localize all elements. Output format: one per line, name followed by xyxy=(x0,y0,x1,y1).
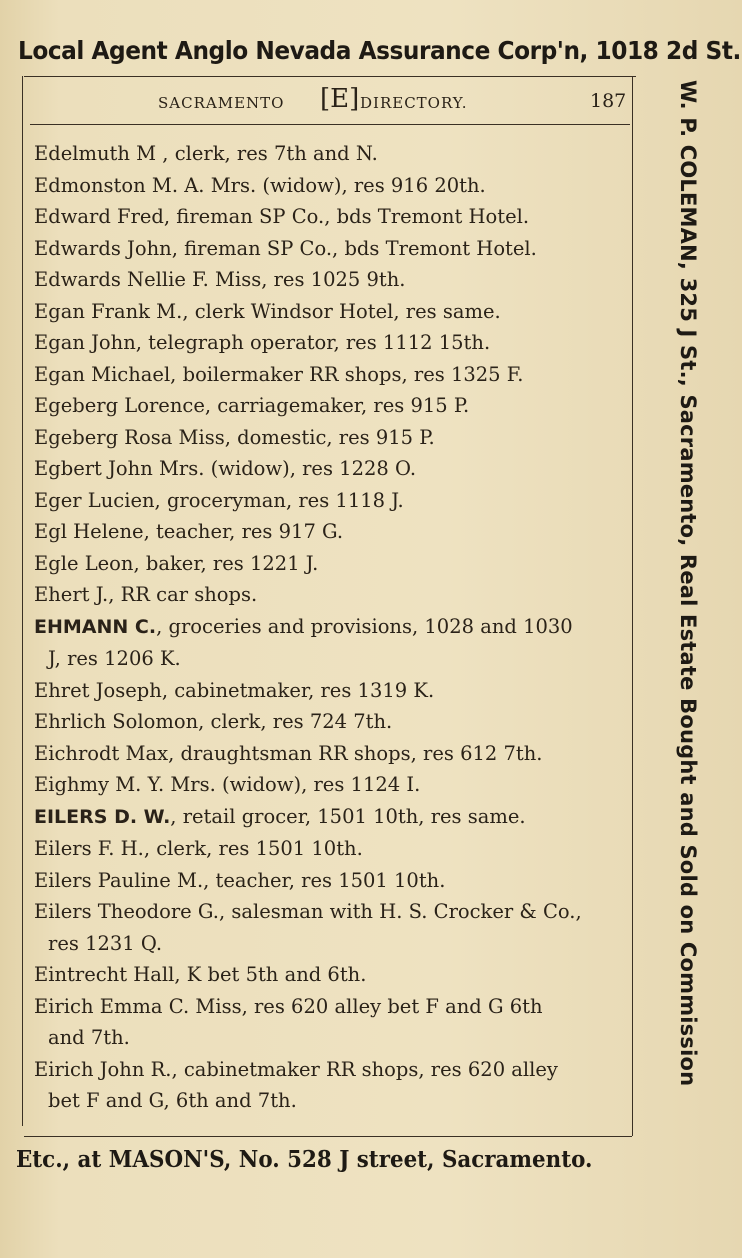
entry-line xyxy=(34,865,628,897)
directory-entry xyxy=(34,516,628,548)
running-head-letter: [E] xyxy=(320,84,360,114)
directory-entry xyxy=(34,769,628,801)
directory-entry xyxy=(34,390,628,422)
entry-continuation: res 1231 Q. xyxy=(48,931,163,955)
entry-line xyxy=(34,264,628,296)
entry-line xyxy=(34,801,628,834)
entry-text: Eirich John R., cabinetmaker RR shops, res 620 alley xyxy=(34,1057,558,1081)
entry-line xyxy=(34,1054,628,1086)
entry-bold-name: EILERS D. W. xyxy=(34,805,171,828)
entry-text: Egeberg Lorence, carriagemaker, res 915 P. xyxy=(34,394,470,417)
directory-entry xyxy=(34,422,628,454)
entry-continuation: J, res 1206 K. xyxy=(48,647,181,670)
entry-line xyxy=(34,201,628,233)
entry-line xyxy=(34,896,628,928)
entry-line xyxy=(34,422,628,454)
directory-entry xyxy=(34,453,628,485)
entry-line xyxy=(34,833,628,865)
directory-entry xyxy=(34,1054,628,1117)
entry-line xyxy=(34,991,628,1023)
directory-entry xyxy=(34,485,628,517)
entry-line xyxy=(34,516,628,548)
entry-text: Eilers F. H., clerk, res 1501 10th. xyxy=(34,837,363,860)
directory-entry xyxy=(34,296,628,328)
entry-text: Egle Leon, baker, res 1221 J. xyxy=(34,551,319,575)
entry-line xyxy=(34,959,628,991)
directory-entry xyxy=(34,865,628,897)
entry-text: , groceries and provisions, 1028 and 1030 xyxy=(156,614,573,638)
directory-entry xyxy=(34,611,628,675)
entry-text: Ehert J., RR car shops. xyxy=(34,583,258,606)
entry-text: Edward Fred, fireman SP Co., bds Tremont Hotel. xyxy=(34,205,530,228)
entry-text: Eilers Theodore G., salesman with H. S. Crocker & Co., xyxy=(34,900,582,923)
directory-entry xyxy=(34,801,628,834)
directory-entry xyxy=(34,579,628,611)
entry-line xyxy=(34,296,628,328)
top-advertisement: Local Agent Anglo Nevada Assurance Corp'n, 1018 2d St. xyxy=(18,36,741,65)
entry-text: Edelmuth M , clerk, res 7th and N. xyxy=(34,142,378,165)
directory-entry xyxy=(34,991,628,1054)
entry-line xyxy=(34,359,628,391)
entry-line xyxy=(34,390,628,422)
directory-entry xyxy=(34,833,628,865)
directory-entry xyxy=(34,959,628,991)
directory-entries xyxy=(34,138,628,1117)
directory-entry xyxy=(34,896,628,959)
entry-text: Egeberg Rosa Miss, domestic, res 915 P. xyxy=(34,425,435,449)
entry-line xyxy=(34,675,628,707)
directory-entry xyxy=(34,548,628,580)
entry-text: , retail grocer, 1501 10th, res same. xyxy=(170,804,526,828)
entry-line xyxy=(34,706,628,738)
directory-entry xyxy=(34,170,628,202)
entry-text: Eilers Pauline M., teacher, res 1501 10th. xyxy=(34,868,446,892)
directory-entry xyxy=(34,738,628,770)
entry-line xyxy=(34,327,628,359)
entry-continuation: bet F and G, 6th and 7th. xyxy=(48,1089,297,1112)
entry-text: Eintrecht Hall, K bet 5th and 6th. xyxy=(34,963,367,986)
side-advertisement: W. P. COLEMAN, 325 J St., Sacramento, Real Estate Bought and Sold on Commission xyxy=(676,80,700,1087)
running-head-city: SACRAMENTO xyxy=(158,94,285,112)
entry-text: Eichrodt Max, draughtsman RR shops, res 612 7th. xyxy=(34,741,543,765)
directory-entry xyxy=(34,138,628,170)
entry-text: Eger Lucien, groceryman, res 1118 J. xyxy=(34,488,404,512)
entry-line xyxy=(34,738,628,770)
entry-line xyxy=(34,453,628,485)
directory-entry xyxy=(34,706,628,738)
directory-entry xyxy=(34,264,628,296)
entry-text: Eighmy M. Y. Mrs. (widow), res 1124 I. xyxy=(34,773,421,796)
frame-top-rule xyxy=(24,76,636,77)
entry-text: Eirich Emma C. Miss, res 620 alley bet F and G 6th xyxy=(34,994,543,1018)
page-number: 187 xyxy=(590,90,627,112)
entry-text: Egbert John Mrs. (widow), res 1228 O. xyxy=(34,457,417,480)
directory-entry xyxy=(34,359,628,391)
entry-line xyxy=(34,233,628,265)
directory-entry xyxy=(34,233,628,265)
directory-entry xyxy=(34,201,628,233)
bottom-advertisement: Etc., at MASON'S, No. 528 J street, Sacramento. xyxy=(16,1146,593,1173)
entry-text: Egl Helene, teacher, res 917 G. xyxy=(34,520,344,543)
running-head xyxy=(30,84,630,118)
frame-right-rule xyxy=(632,76,633,1136)
directory-entry xyxy=(34,675,628,707)
running-head-rule xyxy=(30,124,630,125)
entry-text: Ehrlich Solomon, clerk, res 724 7th. xyxy=(34,710,393,733)
entry-line xyxy=(34,485,628,517)
entry-line xyxy=(34,769,628,801)
entry-text: Egan Michael, boilermaker RR shops, res 1325 F. xyxy=(34,362,524,386)
entry-text: Egan Frank M., clerk Windsor Hotel, res same. xyxy=(34,299,501,323)
entry-line xyxy=(34,138,628,170)
entry-text: Edwards Nellie F. Miss, res 1025 9th. xyxy=(34,268,406,291)
entry-line xyxy=(34,579,628,611)
entry-continuation: and 7th. xyxy=(48,1026,130,1049)
directory-entry xyxy=(34,327,628,359)
entry-text: Egan John, telegraph operator, res 1112 15th. xyxy=(34,331,491,354)
entry-line xyxy=(34,548,628,580)
entry-line xyxy=(34,611,628,644)
entry-text: Edmonston M. A. Mrs. (widow), res 916 20th. xyxy=(34,173,486,197)
entry-text: Ehret Joseph, cabinetmaker, res 1319 K. xyxy=(34,678,435,702)
entry-text: Edwards John, fireman SP Co., bds Tremont Hotel. xyxy=(34,236,537,260)
footer-rule xyxy=(24,1136,632,1137)
frame-left-rule xyxy=(22,76,23,1126)
running-head-label: DIRECTORY. xyxy=(360,94,468,112)
entry-bold-name: EHMANN C. xyxy=(34,615,157,638)
entry-line xyxy=(34,170,628,202)
